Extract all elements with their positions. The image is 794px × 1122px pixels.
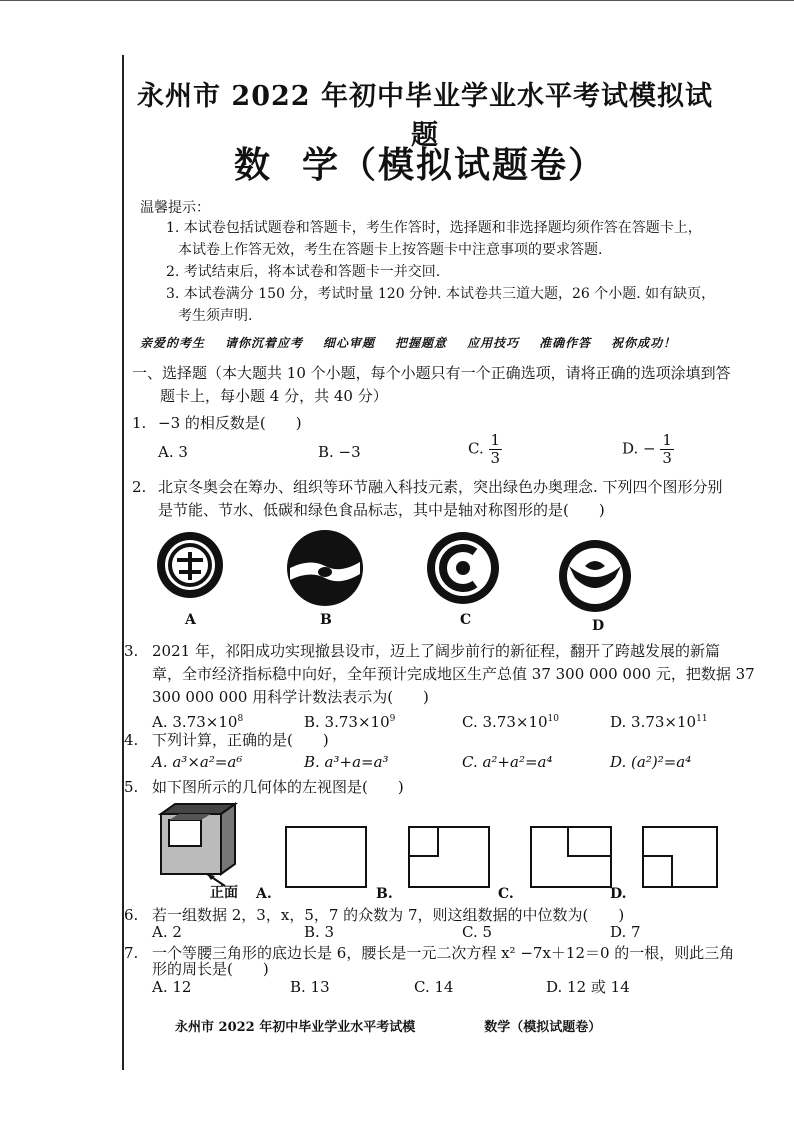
motto-line: 亲爱的考生 请你沉着应考 细心审题 把握题意 应用技巧 准确作答 祝你成功！	[140, 336, 677, 350]
q7-option-d: D. 12 或 14	[546, 978, 630, 996]
section1-line1: 一、选择题（本大题共 10 个小题，每个小题只有一个正确选项，请将正确的选项涂填到答	[132, 364, 731, 382]
q3-line3: 300 000 000 用科学计数法表示为( )	[152, 688, 429, 706]
notice-item-3b: 考生须声明.	[178, 308, 253, 324]
q2-label-d: D	[592, 618, 605, 634]
q7-number: 7.	[124, 944, 139, 962]
q5-view-d	[642, 826, 718, 888]
q4-number: 4.	[124, 731, 139, 749]
q7-option-b: B. 13	[290, 978, 330, 996]
q3-option-a: A. $3.73\times 10^8$	[152, 713, 244, 731]
q1-option-c: C. $\frac{1}{3}$	[468, 431, 501, 467]
q6-option-d: D. 7	[610, 923, 641, 941]
scan-edge	[0, 0, 794, 1]
q1-number: 1.	[132, 414, 147, 432]
q2-label-c: C	[460, 612, 472, 628]
q6-option-b: B. 3	[304, 923, 335, 941]
q1-stem: −3 的相反数是( )	[158, 414, 302, 432]
q5-label-a: A.	[256, 886, 272, 902]
notice-heading: 温馨提示：	[140, 200, 210, 216]
q5-view-a	[285, 826, 367, 888]
notice-item-2: 2. 考试结束后，将本试卷和答题卡一并交回.	[166, 264, 441, 280]
q2-line1: 北京冬奥会在筹办、组织等环节融入科技元素，突出绿色办奥理念. 下列四个图形分别	[158, 478, 723, 496]
q7-option-c: C. 14	[414, 978, 454, 996]
q5-view-c	[530, 826, 612, 888]
q2-label-b: B	[320, 612, 332, 628]
q3-option-c: C. $3.73\times 10^{10}$	[462, 713, 559, 731]
q7-option-a: A. 12	[152, 978, 192, 996]
q2-line2: 是节能、节水、低碳和绿色食品标志，其中是轴对称图形的是( )	[158, 501, 605, 519]
page-footer: 永州市 2022 年初中毕业学业水平考试模 数学（模拟试题卷）	[175, 1020, 602, 1035]
q4-option-c: C. a²+a²=a⁴	[462, 753, 553, 771]
q4-option-b: B. a³+a=a³	[304, 753, 389, 771]
q5-label-c: C.	[498, 886, 514, 902]
notice-item-1b: 本试卷上作答无效，考生在答题卡上按答题卡中注意事项的要求答题.	[178, 242, 603, 258]
q6-stem: 若一组数据 2，3，x，5，7 的众数为 7，则这组数据的中位数为( )	[152, 906, 625, 924]
q7-line1: 一个等腰三角形的底边长是 6，腰长是一元二次方程 x² −7x＋12＝0 的一根，则此三角	[152, 944, 735, 962]
section1-line2: 题卡上，每小题 4 分，共 40 分）	[160, 387, 388, 405]
geometry-solid-figure	[155, 800, 245, 890]
notice-item-3: 3. 本试卷满分 150 分，考试时量 120 分钟. 本试卷共三道大题，26 个小题. 如有缺页，	[166, 286, 716, 302]
exam-title: 永州市 2022 年初中毕业学业水平考试模拟试题	[137, 81, 713, 151]
q6-option-c: C. 5	[462, 923, 493, 941]
q6-option-a: A. 2	[152, 923, 182, 941]
notice-item-1: 1. 本试卷包括试题卷和答题卡，考生作答时，选择题和非选择题均须作答在答题卡上，	[166, 220, 702, 236]
q1-option-b: B. −3	[318, 443, 361, 461]
q2-label-a: A	[185, 612, 196, 628]
q3-option-d: D. $3.73\times 10^{11}$	[610, 713, 708, 731]
q5-stem: 如下图所示的几何体的左视图是( )	[152, 778, 404, 796]
q3-number: 3.	[124, 642, 139, 660]
q5-number: 5.	[124, 778, 139, 796]
q3-line2: 章，全市经济指标稳中向好，全年预计完成地区生产总值 37 300 000 000 元，把数据 37	[152, 665, 755, 683]
q4-option-a: A. a³×a²=a⁶	[152, 753, 243, 771]
q3-option-b: B. $3.73\times 10^9$	[304, 713, 396, 731]
q4-option-d: D. (a²)²=a⁴	[610, 753, 692, 771]
q7-line2: 形的周长是( )	[152, 960, 269, 978]
low-carbon-logo-icon	[425, 530, 501, 606]
energy-saving-logo-icon	[155, 530, 225, 610]
q1-option-a: A. 3	[158, 443, 188, 461]
q3-line1: 2021 年，祁阳成功实现撤县设市，迈上了阔步前行的新征程，翻开了跨越发展的新篇	[152, 642, 720, 660]
q2-number: 2.	[132, 478, 147, 496]
water-saving-logo-icon	[285, 528, 365, 608]
q6-number: 6.	[124, 906, 139, 924]
q5-label-d: D.	[610, 886, 627, 902]
subject-title: 数 学（模拟试题卷）	[233, 144, 607, 186]
q5-front-label: 正面	[210, 885, 238, 901]
q5-label-b: B.	[376, 886, 393, 902]
q4-stem: 下列计算，正确的是( )	[152, 731, 329, 749]
green-food-logo-icon	[555, 536, 635, 616]
q5-view-b	[408, 826, 490, 888]
q1-option-d: D. − $\frac{1}{3}$	[622, 431, 672, 467]
